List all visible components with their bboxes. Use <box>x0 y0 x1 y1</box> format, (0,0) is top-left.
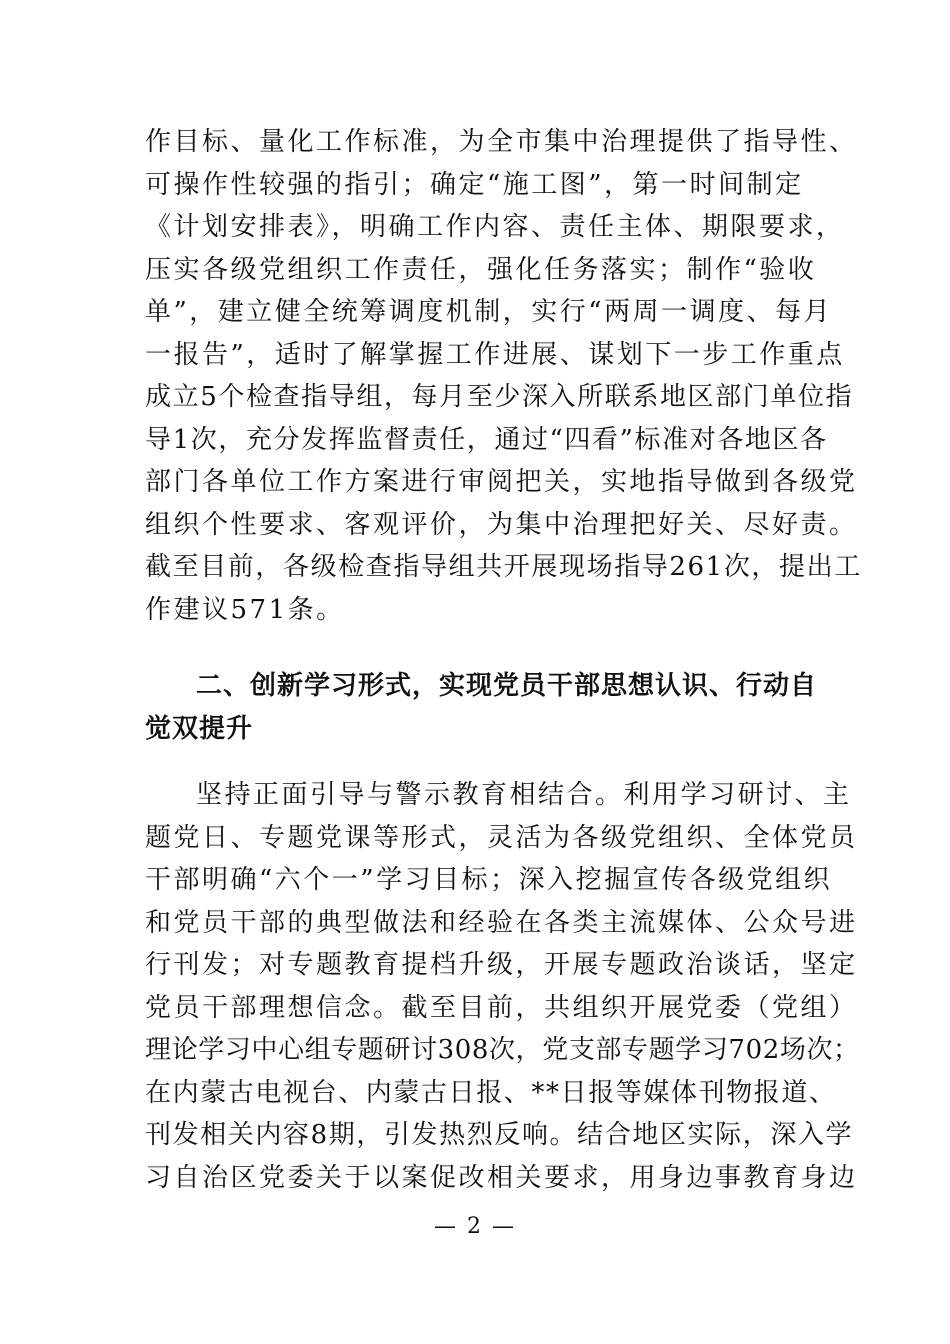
paragraph-2-line-10: 习自治区党委关于以案促改相关要求，用身边事教育身边 <box>145 1163 858 1193</box>
paragraph-1-line-4: 压实各级党组织工作责任，强化任务落实；制作“验收 <box>145 255 817 285</box>
paragraph-1-line-7: 成立5个检查指导组，每月至少深入所联系地区部门单位指 <box>145 382 854 412</box>
paragraph-2-line-9: 刊发相关内容8期，引发热烈反响。结合地区实际，深入学 <box>145 1120 854 1150</box>
paragraph-1-line-8: 导1次，充分发挥监督责任，通过“四看”标准对各地区各 <box>145 425 828 455</box>
paragraph-1-line-9: 部门各单位工作方案进行审阅把关，实地指导做到各级党 <box>145 467 858 497</box>
section-heading-line-1: 二、创新学习形式，实现党员干部思想认识、行动自 <box>196 671 818 701</box>
paragraph-2-line-4: 和党员干部的典型做法和经验在各类主流媒体、公众号进 <box>145 908 858 938</box>
page-number: — 2 — <box>434 1214 516 1239</box>
paragraph-2-line-3: 干部明确“六个一”学习目标；深入挖掘宣传各级党组织 <box>145 865 833 895</box>
paragraph-2-line-8: 在内蒙古电视台、内蒙古日报、**日报等媒体刊物报道、 <box>145 1078 837 1108</box>
paragraph-2-line-7: 理论学习中心组专题研讨308次，党支部专题学习702场次； <box>145 1035 860 1065</box>
paragraph-2-line-1: 坚持正面引导与警示教育相结合。利用学习研讨、主 <box>196 780 852 810</box>
paragraph-2-line-2: 题党日、专题党课等形式，灵活为各级党组织、全体党员 <box>145 823 858 853</box>
section-heading-line-2: 觉双提升 <box>145 714 254 744</box>
paragraph-1-line-1: 作目标、量化工作标准，为全市集中治理提供了指导性、 <box>145 127 858 157</box>
paragraph-1-line-5: 单”，建立健全统筹调度机制，实行“两周一调度、每月 <box>145 297 833 327</box>
paragraph-2-line-5: 行刊发；对专题教育提档升级，开展专题政治谈话，坚定 <box>145 950 858 980</box>
paragraph-1-line-10: 组织个性要求、客观评价，为集中治理把好关、尽好责。 <box>145 510 858 540</box>
paragraph-1-line-6: 一报告”，适时了解掌握工作进展、谋划下一步工作重点 <box>145 340 845 370</box>
paragraph-1-line-11: 截至目前，各级检查指导组共开展现场指导261次，提出工 <box>145 552 862 582</box>
paragraph-1-line-2: 可操作性较强的指引；确定“施工图”，第一时间制定 <box>145 170 804 200</box>
paragraph-1-line-12: 作建议571条。 <box>145 595 345 625</box>
paragraph-1-line-3: 《计划安排表》，明确工作内容、责任主体、期限要求， <box>145 212 845 242</box>
paragraph-2-line-6: 党员干部理想信念。截至目前，共组织开展党委（党组） <box>145 993 858 1023</box>
